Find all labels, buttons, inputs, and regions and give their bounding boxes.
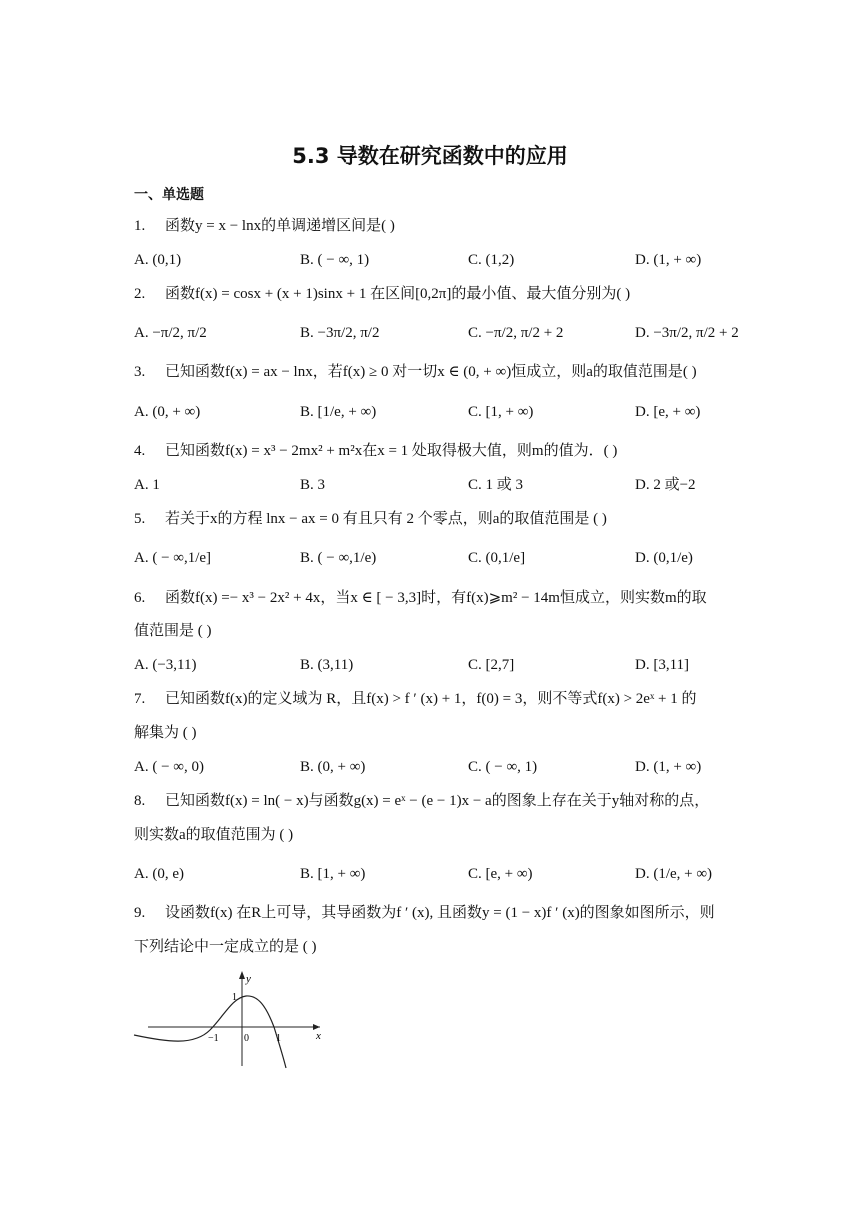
option-d[interactable]: D. (1, + ∞) (635, 759, 702, 775)
option-a[interactable]: A. (0,1) (134, 252, 182, 268)
option-c[interactable]: C. (0,1/e] (468, 550, 526, 566)
option-c[interactable]: C. 1 或 3 (468, 477, 524, 493)
question-number: 3. (134, 364, 146, 380)
option-a[interactable]: A. (−3,11) (134, 657, 197, 673)
question-text: 已知函数f(x) = ax − lnx，若f(x) ≥ 0 对一切x ∈ (0, + ∞)恒成立，则a的取值范围是( ) (165, 364, 697, 380)
question-7 (134, 689, 697, 709)
option-b[interactable]: B. [1, + ∞) (300, 866, 366, 882)
question-number: 7. (134, 691, 146, 707)
function-graph-figure (132, 968, 332, 1072)
question-number: 9. (134, 905, 146, 921)
question-number: 2. (134, 286, 146, 302)
tick-x-0: 0 (244, 1033, 249, 1044)
option-b[interactable]: B. (3,11) (300, 657, 354, 673)
question-text: 已知函数f(x) = ln( − x)与函数g(x) = eˣ − (e − 1)x − a的图象上存在关于y轴对称的点， (165, 793, 710, 809)
option-c[interactable]: C. −π/2, π/2 + 2 (468, 325, 564, 341)
y-axis-label: y (246, 973, 251, 985)
page-title: 5.3 导数在研究函数中的应用 (292, 144, 568, 168)
option-d[interactable]: D. [3,11] (635, 657, 690, 673)
question-text: 函数y = x − lnx的单调递增区间是( ) (165, 218, 395, 234)
option-b[interactable]: B. 3 (300, 477, 326, 493)
option-c[interactable]: C. [1, + ∞) (468, 404, 534, 420)
option-a[interactable]: A. −π/2, π/2 (134, 325, 207, 341)
question-text: 函数f(x) = cosx + (x + 1)sinx + 1 在区间[0,2π]的最小值、最大值分别为( ) (165, 286, 631, 302)
question-8 (134, 791, 709, 811)
question-text: 若关于x的方程 lnx − ax = 0 有且只有 2 个零点，则a的取值范围是 ( ) (165, 511, 607, 527)
option-a[interactable]: A. ( − ∞,1/e] (134, 550, 212, 566)
question-1 (134, 216, 395, 236)
question-number: 4. (134, 443, 146, 459)
x-axis-label: x (316, 1030, 321, 1042)
option-d[interactable]: D. (1, + ∞) (635, 252, 702, 268)
option-d[interactable]: D. 2 或−2 (635, 477, 696, 493)
function-curve (134, 996, 286, 1068)
option-b[interactable]: B. ( − ∞, 1) (300, 252, 370, 268)
option-c[interactable]: C. [e, + ∞) (468, 866, 533, 882)
option-c[interactable]: C. (1,2) (468, 252, 515, 268)
option-d[interactable]: D. (0,1/e) (635, 550, 693, 566)
question-number: 1. (134, 218, 146, 234)
option-d[interactable]: D. (1/e, + ∞) (635, 866, 713, 882)
question-3 (134, 362, 697, 382)
question-6-continued: 值范围是 ( ) (134, 623, 212, 639)
option-d[interactable]: D. [e, + ∞) (635, 404, 701, 420)
y-axis-arrow (239, 971, 245, 979)
question-9 (134, 903, 715, 923)
question-5 (134, 509, 607, 529)
question-text: 已知函数f(x)的定义域为 R，且f(x) > f ′ (x) + 1，f(0) = 3，则不等式f(x) > 2eˣ + 1 的 (165, 691, 697, 707)
question-text: 设函数f(x) 在R上可导，其导函数为f ′ (x), 且函数y = (1 − x)f ′ (x)的图象如图所示，则 (165, 905, 715, 921)
question-9-continued: 下列结论中一定成立的是 ( ) (134, 939, 317, 955)
question-8-continued: 则实数a的取值范围为 ( ) (134, 827, 294, 843)
option-a[interactable]: A. ( − ∞, 0) (134, 759, 204, 775)
question-4 (134, 441, 617, 461)
tick-x-minus-1: −1 (208, 1033, 219, 1044)
option-b[interactable]: B. ( − ∞,1/e) (300, 550, 377, 566)
question-6 (134, 588, 707, 608)
question-number: 8. (134, 793, 146, 809)
option-a[interactable]: A. (0, + ∞) (134, 404, 201, 420)
option-a[interactable]: A. 1 (134, 477, 160, 493)
question-7-continued: 解集为 ( ) (134, 725, 197, 741)
question-text: 函数f(x) =− x³ − 2x² + 4x，当x ∈ [ − 3,3]时，有f(x)⩾m² − 14m恒成立，则实数m的取 (165, 590, 707, 606)
question-2 (134, 284, 630, 304)
section-heading: 一、单选题 (134, 187, 204, 203)
option-a[interactable]: A. (0, e) (134, 866, 184, 882)
option-c[interactable]: C. ( − ∞, 1) (468, 759, 538, 775)
option-b[interactable]: B. −3π/2, π/2 (300, 325, 380, 341)
option-d[interactable]: D. −3π/2, π/2 + 2 (635, 325, 739, 341)
option-b[interactable]: B. [1/e, + ∞) (300, 404, 377, 420)
question-number: 5. (134, 511, 146, 527)
option-c[interactable]: C. [2,7] (468, 657, 515, 673)
question-number: 6. (134, 590, 146, 606)
question-text: 已知函数f(x) = x³ − 2mx² + m²x在x = 1 处取得极大值，则m的值为．( ) (165, 443, 618, 459)
tick-y-1: 1 (232, 992, 237, 1003)
tick-x-1: 1 (276, 1033, 281, 1044)
option-b[interactable]: B. (0, + ∞) (300, 759, 366, 775)
